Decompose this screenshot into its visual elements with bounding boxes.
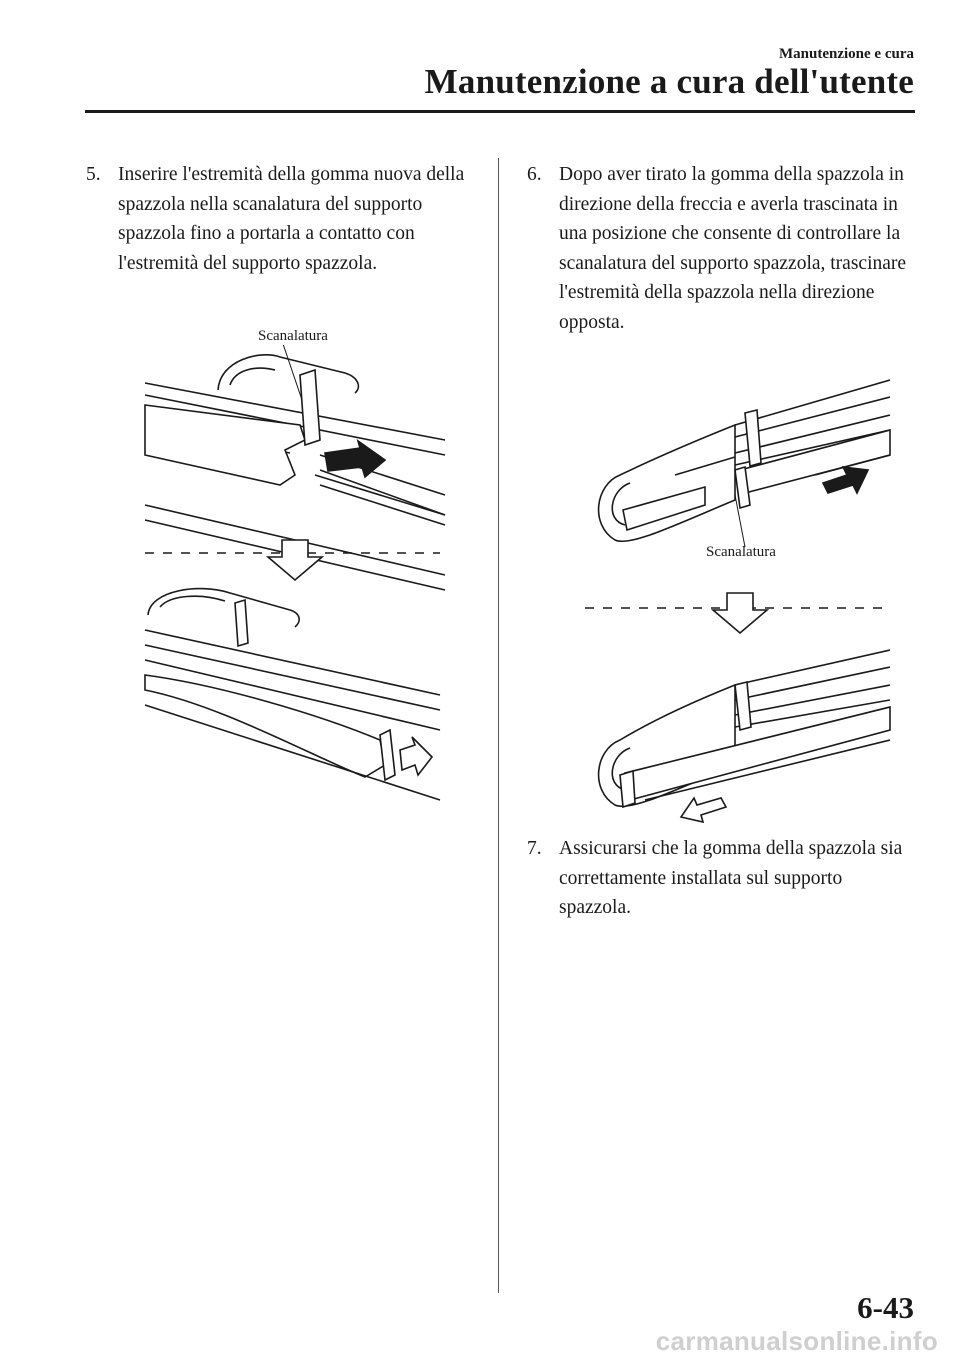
column-divider xyxy=(498,158,499,1293)
watermark: carmanualsonline.info xyxy=(655,1326,938,1356)
step-number: 6. xyxy=(527,164,542,185)
transition-arrow xyxy=(585,590,895,640)
step-text: Dopo aver tirato la gomma della spazzola in direzione della freccia e averla trascinata in una posizione che consente di controllare la scanalatura del supporto spazzola, trascinare l'estremità della spazzola nella direzione opposta. xyxy=(559,164,907,333)
wiper-push-illustration xyxy=(585,645,895,825)
groove-label-left: Scanalatura xyxy=(258,328,328,344)
groove-label-right: Scanalatura xyxy=(706,544,776,560)
header-rule xyxy=(85,110,915,113)
step-number: 7. xyxy=(527,838,542,859)
wiper-pull-illustration xyxy=(585,375,895,555)
step-5 xyxy=(86,160,476,278)
page-number: 6-43 xyxy=(857,1290,914,1325)
step-text: Inserire l'estremità della gomma nuova della spazzola nella scanalatura del supporto spazzola fino a portarla a contatto con l'estremità del supporto spazzola. xyxy=(118,164,465,274)
step-6 xyxy=(527,160,907,337)
page-title: Manutenzione a cura dell'utente xyxy=(424,62,914,101)
step-number: 5. xyxy=(86,164,101,185)
wiper-insert-illustration xyxy=(140,345,450,805)
header-section: Manutenzione e cura xyxy=(779,46,914,62)
step-text: Assicurarsi che la gomma della spazzola sia correttamente installata sul supporto spazzola. xyxy=(559,838,903,918)
step-7 xyxy=(527,834,907,923)
